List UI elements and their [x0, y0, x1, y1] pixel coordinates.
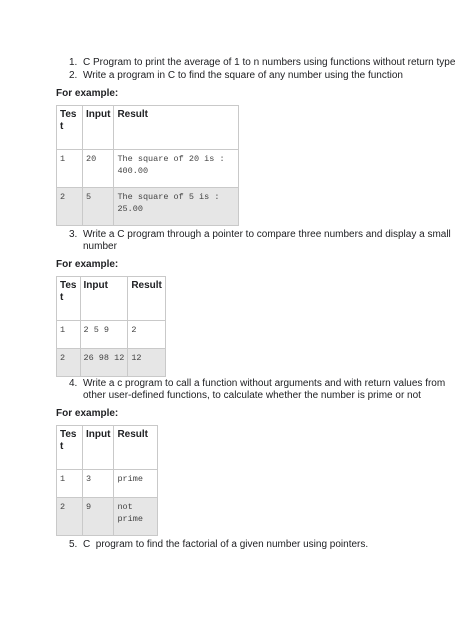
- list-text: Write a c program to call a function without arguments and with return values from other user-defined functions, to calculate whether the number is prime or not: [83, 378, 446, 401]
- table-row: 1 20 The square of 20 is : 400.00: [57, 150, 239, 188]
- header-input: Input: [83, 426, 114, 470]
- header-input: Input: [83, 106, 114, 150]
- header-result: Result: [114, 106, 239, 150]
- list-text: C program to find the factorial of a given number using pointers.: [83, 539, 369, 550]
- list-text: C Program to print the average of 1 to n numbers using functions without return type: [83, 57, 456, 68]
- header-test: Tes t: [57, 277, 81, 321]
- list-number: 5.: [69, 539, 78, 550]
- list-text: Write a C program through a pointer to compare three numbers and display a small number: [83, 229, 451, 252]
- table-header-row: [57, 106, 239, 150]
- header-test: Tes t: [57, 106, 83, 150]
- table-row: 2 9 not prime: [57, 498, 158, 536]
- table-row: 1 2 5 9 2: [57, 321, 166, 349]
- example-table-3: [56, 425, 158, 536]
- header-input: Input: [80, 277, 128, 321]
- example-table-2: [56, 276, 166, 377]
- table-row: 2 26 98 12 12: [57, 349, 166, 377]
- list-number: 4.: [69, 378, 78, 389]
- list-number: 1.: [69, 57, 78, 68]
- for-example-heading: For example:: [56, 259, 119, 270]
- list-number: 3.: [69, 229, 78, 240]
- table-row: 1 3 prime: [57, 470, 158, 498]
- for-example-heading: For example:: [56, 88, 119, 99]
- example-table-1: [56, 105, 239, 226]
- for-example-heading: For example:: [56, 408, 119, 419]
- header-result: Result: [128, 277, 166, 321]
- table-row: 2 5 The square of 5 is : 25.00: [57, 188, 239, 226]
- header-test: Tes t: [57, 426, 83, 470]
- table-header-row: [57, 277, 166, 321]
- header-result: Result: [114, 426, 158, 470]
- table-header-row: [57, 426, 158, 470]
- list-number: 2.: [69, 70, 78, 81]
- list-text: Write a program in C to find the square of any number using the function: [83, 70, 403, 81]
